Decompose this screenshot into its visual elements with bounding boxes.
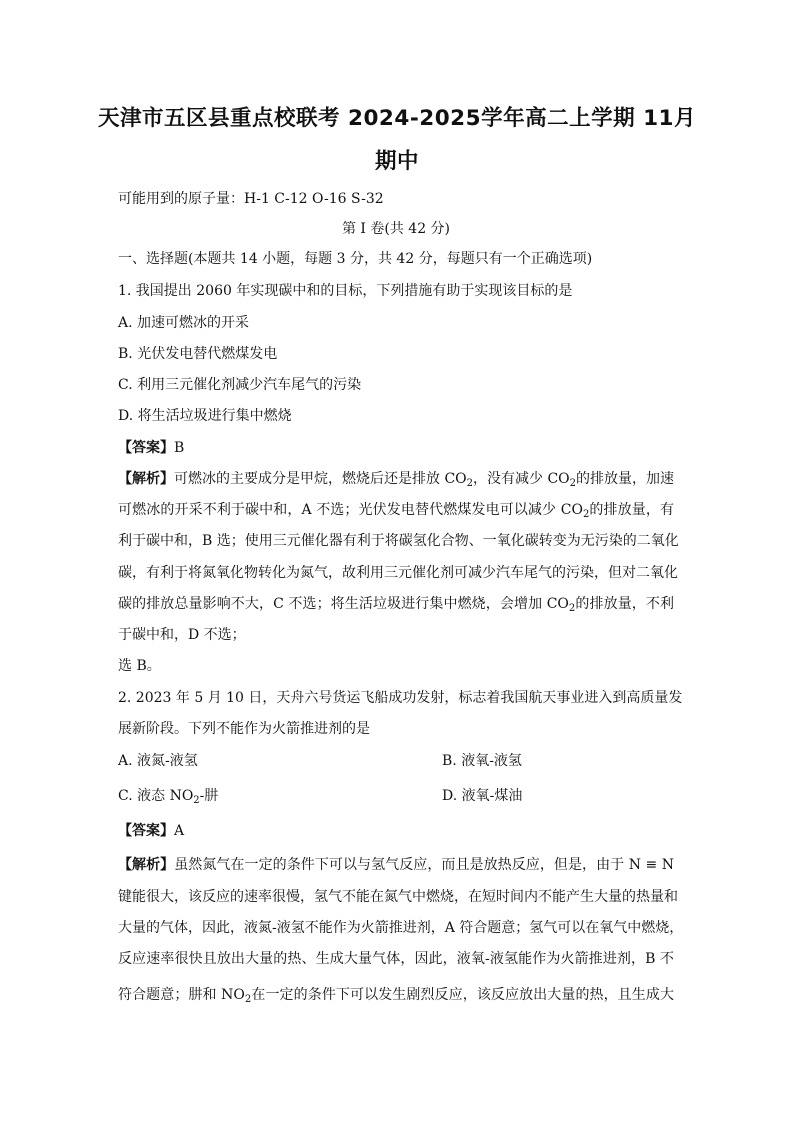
q1-analysis-line-6: 于碳中和，D 不选； — [118, 627, 246, 643]
part-one-heading: 一、选择题(本题共 14 小题，每题 3 分，共 42 分，每题只有一个正确选项) — [118, 251, 593, 267]
q1-analysis-line-5 — [118, 593, 674, 614]
q1-answer — [118, 437, 184, 457]
q1-analysis-text: 可燃冰的主要成分是甲烷，燃烧后还是排放 CO — [174, 471, 467, 487]
q2-option-c-text: C. 液态 NO — [118, 788, 194, 804]
section-header: 第 I 卷(共 42 分) — [341, 221, 451, 237]
q1-stem: 1. 我国提出 2060 年实现碳中和的目标，下列措施有助于实现该目标的是 — [118, 283, 573, 299]
q1-option-d: D. 将生活垃圾进行集中燃烧 — [118, 408, 292, 424]
q1-analysis-line-3: 利于碳中和，B 选；使用三元催化器有利于将碳氢化合物、一氧化碳转变为无污染的二氧化 — [118, 533, 679, 549]
q1-analysis-text: 可燃冰的开采不利于碳中和，A 不选；光伏发电替代燃煤发电可以减少 CO — [118, 502, 583, 518]
q2-analysis-line-1 — [118, 854, 674, 874]
q1-option-a: A. 加速可燃冰的开采 — [118, 315, 250, 331]
q1-analysis-text: 的排放量，不利 — [575, 596, 674, 612]
q1-analysis-text: 碳的排放总量影响不大，C 不选；将生活垃圾进行集中燃烧，会增加 CO — [118, 596, 569, 612]
q1-analysis-label: 【解析】 — [118, 471, 174, 487]
q2-analysis-line-3: 大量的气体，因此，液氮-液氢不能作为火箭推进剂，A 符合题意；氢气可以在氧气中燃烧， — [118, 920, 684, 936]
q2-analysis-line-4: 反应速率很快且放出大量的热、生成大量气体，因此，液氧-液氢能作为火箭推进剂，B 不 — [118, 951, 674, 967]
atomic-mass-note: 可能用到的原子量：H-1 C-12 O-16 S-32 — [118, 191, 384, 207]
q2-analysis-line-5 — [118, 984, 674, 1005]
q2-option-d: D. 液氧-煤油 — [442, 788, 523, 804]
q2-stem-line-2: 展新阶段。下列不能作为火箭推进剂的是 — [118, 721, 370, 737]
q2-option-b: B. 液氧-液氢 — [442, 753, 522, 769]
q2-answer-value: A — [174, 823, 185, 839]
doc-title-line-2: 期中 — [374, 149, 419, 174]
subscript: 2 — [569, 478, 577, 489]
q1-analysis-line-2 — [118, 499, 674, 520]
q2-analysis-text: 虽然氮气在一定的条件下可以与氢气反应，而且是放热反应，但是，由于 N ≡ N — [174, 857, 674, 873]
q2-stem-line-1: 2. 2023 年 5 月 10 日，天舟六号货运飞船成功发射，标志着我国航天事业进入到高质量发 — [118, 690, 683, 706]
q1-answer-value: B — [174, 440, 185, 456]
subscript: 2 — [244, 994, 252, 1005]
q1-answer-label: 【答案】 — [118, 440, 174, 456]
subscript: 2 — [568, 603, 576, 614]
q1-analysis-text: ，没有减少 CO — [473, 471, 570, 487]
q2-analysis-label: 【解析】 — [118, 857, 175, 873]
q1-analysis-text: 的排放量，有 — [589, 502, 675, 518]
q2-option-a: A. 液氮-液氢 — [118, 753, 198, 769]
subscript: 2 — [582, 509, 590, 520]
q2-analysis-text: 在一定的条件下可以发生剧烈反应，该反应放出大量的热，且生成大 — [251, 987, 674, 1003]
q2-option-c-text: -肼 — [199, 788, 219, 804]
q2-analysis-line-2: 键能很大，该反应的速率很慢，氢气不能在氮气中燃烧，在短时间内不能产生大量的热量和 — [118, 889, 678, 905]
subscript: 2 — [193, 795, 200, 806]
q1-analysis-text: 的排放量，加速 — [576, 471, 675, 487]
q1-option-b: B. 光伏发电替代燃煤发电 — [118, 346, 278, 362]
q2-answer — [118, 820, 184, 840]
q1-analysis-line-4: 碳，有利于将氮氧化物转化为氮气，故利用三元催化剂可减少汽车尾气的污染，但对二氧化 — [118, 565, 678, 581]
q2-answer-label: 【答案】 — [118, 823, 174, 839]
q1-option-c: C. 利用三元催化剂减少汽车尾气的污染 — [118, 377, 362, 393]
doc-title-line-1: 天津市五区县重点校联考 2024-2025学年高二上学期 11月 — [98, 106, 696, 131]
q1-conclusion: 选 B。 — [118, 658, 161, 674]
subscript: 2 — [466, 478, 474, 489]
q1-analysis-line-1 — [118, 468, 674, 489]
q2-analysis-text: 符合题意；肼和 NO — [118, 987, 245, 1003]
q2-option-c — [118, 785, 218, 806]
